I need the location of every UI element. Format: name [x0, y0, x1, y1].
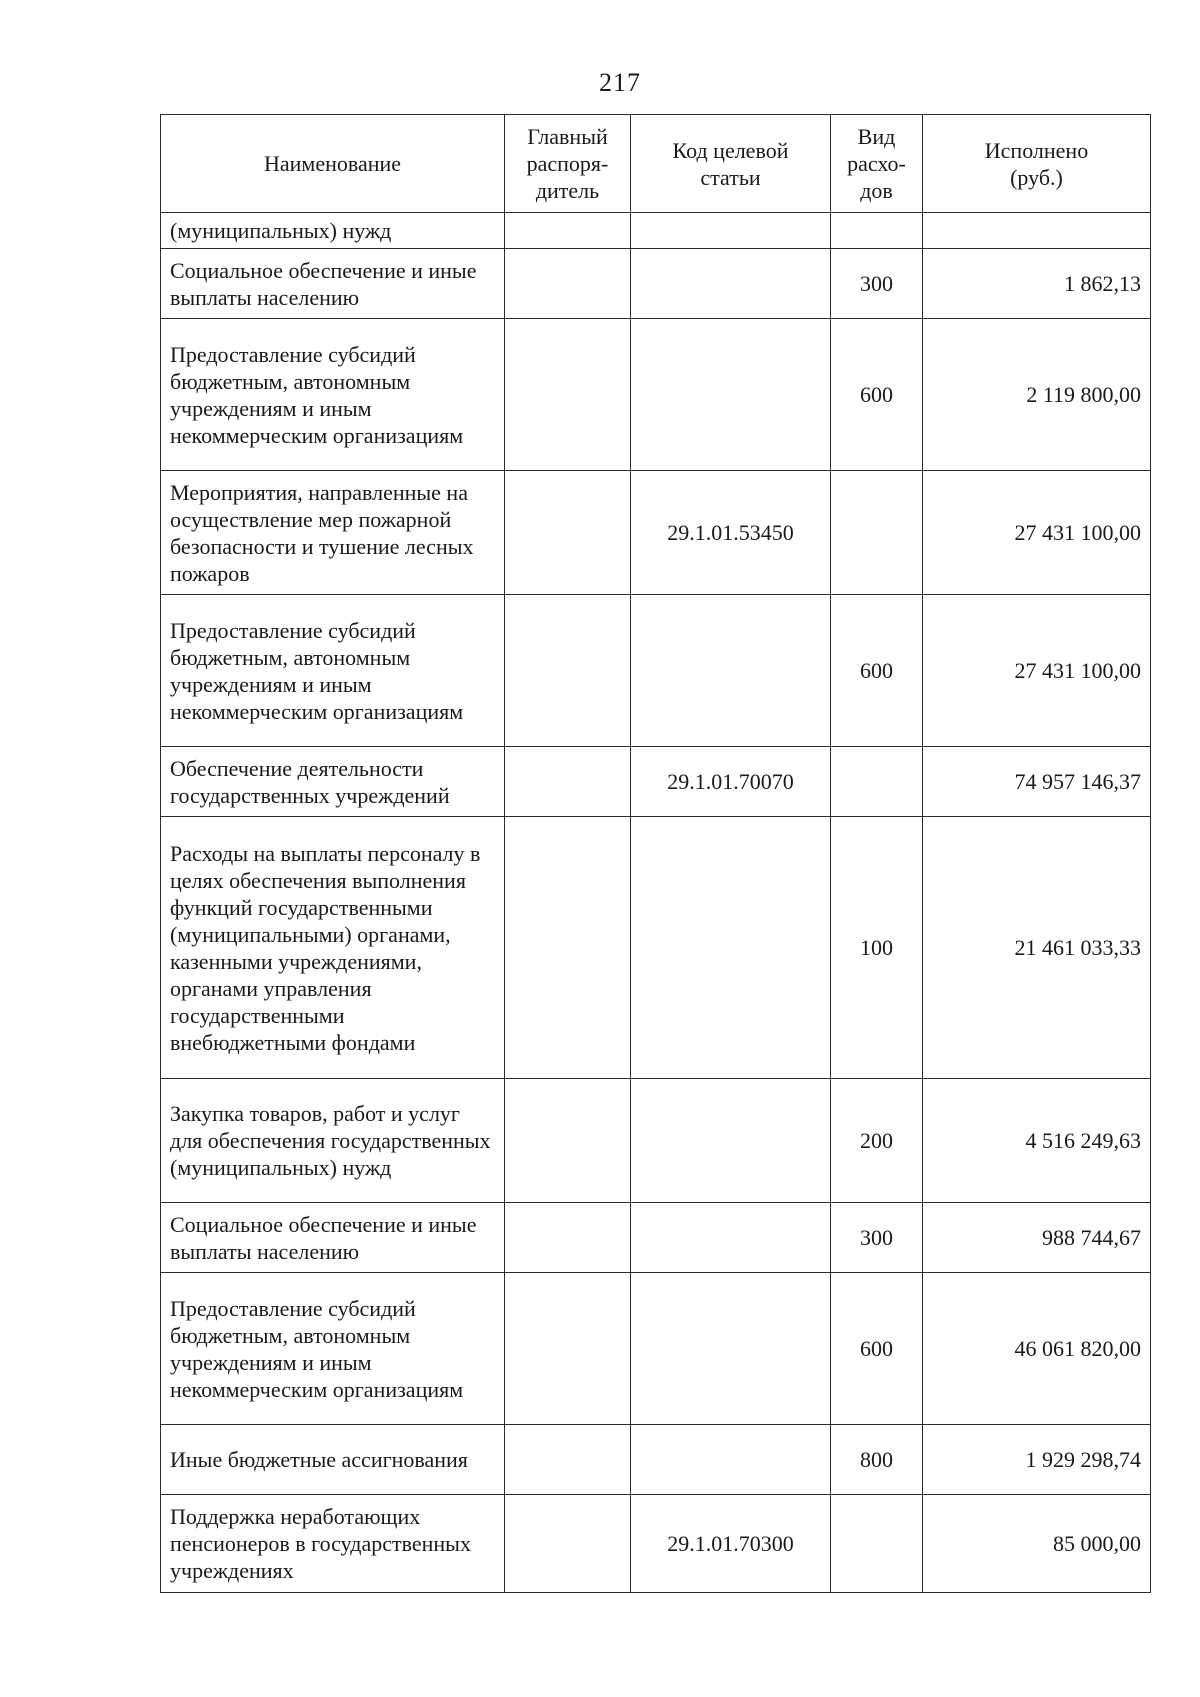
cell-name: Предоставление субсидий бюджетным, автономным учреждениям и иным некоммерческим организациям: [161, 319, 505, 471]
cell-executed-amount: 85 000,00: [923, 1495, 1151, 1593]
table-header-row: [161, 115, 1151, 213]
cell-target-code: [631, 1425, 831, 1495]
table-row: [161, 1079, 1151, 1203]
cell-expense-type: 100: [831, 817, 923, 1079]
cell-expense-type: 600: [831, 319, 923, 471]
cell-expense-type: 200: [831, 1079, 923, 1203]
cell-expense-type: 800: [831, 1425, 923, 1495]
header-expense-type: Вид расхо- дов: [831, 115, 923, 213]
cell-target-code: [631, 817, 831, 1079]
cell-name: Предоставление субсидий бюджетным, автономным учреждениям и иным некоммерческим организациям: [161, 595, 505, 747]
cell-main-manager: [505, 319, 631, 471]
cell-executed-amount: 1 929 298,74: [923, 1425, 1151, 1495]
table-row: [161, 1203, 1151, 1273]
header-target-code: Код целевой статьи: [631, 115, 831, 213]
cell-expense-type: [831, 471, 923, 595]
cell-name: Закупка товаров, работ и услуг для обеспечения государственных (муниципальных) нужд: [161, 1079, 505, 1203]
cell-target-code: [631, 1273, 831, 1425]
cell-target-code: [631, 595, 831, 747]
table-row: [161, 213, 1151, 249]
cell-executed-amount: 4 516 249,63: [923, 1079, 1151, 1203]
cell-name: Поддержка неработающих пенсионеров в государственных учреждениях: [161, 1495, 505, 1593]
cell-executed-amount: 46 061 820,00: [923, 1273, 1151, 1425]
table-row: [161, 1425, 1151, 1495]
cell-expense-type: 600: [831, 1273, 923, 1425]
cell-executed-amount: 74 957 146,37: [923, 747, 1151, 817]
cell-main-manager: [505, 1203, 631, 1273]
cell-main-manager: [505, 1425, 631, 1495]
cell-main-manager: [505, 1495, 631, 1593]
page-number: 217: [599, 68, 641, 97]
cell-target-code: 29.1.01.70300: [631, 1495, 831, 1593]
cell-target-code: 29.1.01.53450: [631, 471, 831, 595]
budget-execution-table: [160, 114, 1151, 1593]
cell-expense-type: 300: [831, 1203, 923, 1273]
cell-target-code: [631, 213, 831, 249]
table-row: [161, 319, 1151, 471]
table-row: [161, 817, 1151, 1079]
table-row: [161, 595, 1151, 747]
table-row: [161, 1273, 1151, 1425]
cell-target-code: [631, 319, 831, 471]
cell-target-code: 29.1.01.70070: [631, 747, 831, 817]
cell-name: Социальное обеспечение и иные выплаты населению: [161, 1203, 505, 1273]
cell-executed-amount: 21 461 033,33: [923, 817, 1151, 1079]
table-row: [161, 747, 1151, 817]
cell-main-manager: [505, 595, 631, 747]
table-row: [161, 471, 1151, 595]
cell-target-code: [631, 1203, 831, 1273]
cell-name: Расходы на выплаты персоналу в целях обеспечения выполнения функций государственными (муниципальными) органами, казенными учреждениями, органами управления государственными внебюджетными фондами: [161, 817, 505, 1079]
cell-target-code: [631, 1079, 831, 1203]
header-name: Наименование: [161, 115, 505, 213]
cell-main-manager: [505, 747, 631, 817]
cell-main-manager: [505, 249, 631, 319]
cell-executed-amount: [923, 213, 1151, 249]
cell-main-manager: [505, 817, 631, 1079]
cell-expense-type: 300: [831, 249, 923, 319]
cell-executed-amount: 27 431 100,00: [923, 471, 1151, 595]
cell-target-code: [631, 249, 831, 319]
cell-name: (муниципальных) нужд: [161, 213, 505, 249]
header-main-manager: Главный распоря- дитель: [505, 115, 631, 213]
cell-main-manager: [505, 1079, 631, 1203]
table-row: [161, 1495, 1151, 1593]
cell-name: Предоставление субсидий бюджетным, автономным учреждениям и иным некоммерческим организациям: [161, 1273, 505, 1425]
header-executed: Исполнено (руб.): [923, 115, 1151, 213]
cell-name: Иные бюджетные ассигнования: [161, 1425, 505, 1495]
cell-expense-type: [831, 213, 923, 249]
cell-executed-amount: 1 862,13: [923, 249, 1151, 319]
cell-main-manager: [505, 213, 631, 249]
cell-executed-amount: 27 431 100,00: [923, 595, 1151, 747]
cell-main-manager: [505, 471, 631, 595]
cell-expense-type: [831, 1495, 923, 1593]
cell-name: Обеспечение деятельности государственных учреждений: [161, 747, 505, 817]
cell-expense-type: 600: [831, 595, 923, 747]
table-row: [161, 249, 1151, 319]
cell-executed-amount: 988 744,67: [923, 1203, 1151, 1273]
cell-executed-amount: 2 119 800,00: [923, 319, 1151, 471]
cell-expense-type: [831, 747, 923, 817]
cell-name: Мероприятия, направленные на осуществление мер пожарной безопасности и тушение лесных пожаров: [161, 471, 505, 595]
cell-name: Социальное обеспечение и иные выплаты населению: [161, 249, 505, 319]
cell-main-manager: [505, 1273, 631, 1425]
